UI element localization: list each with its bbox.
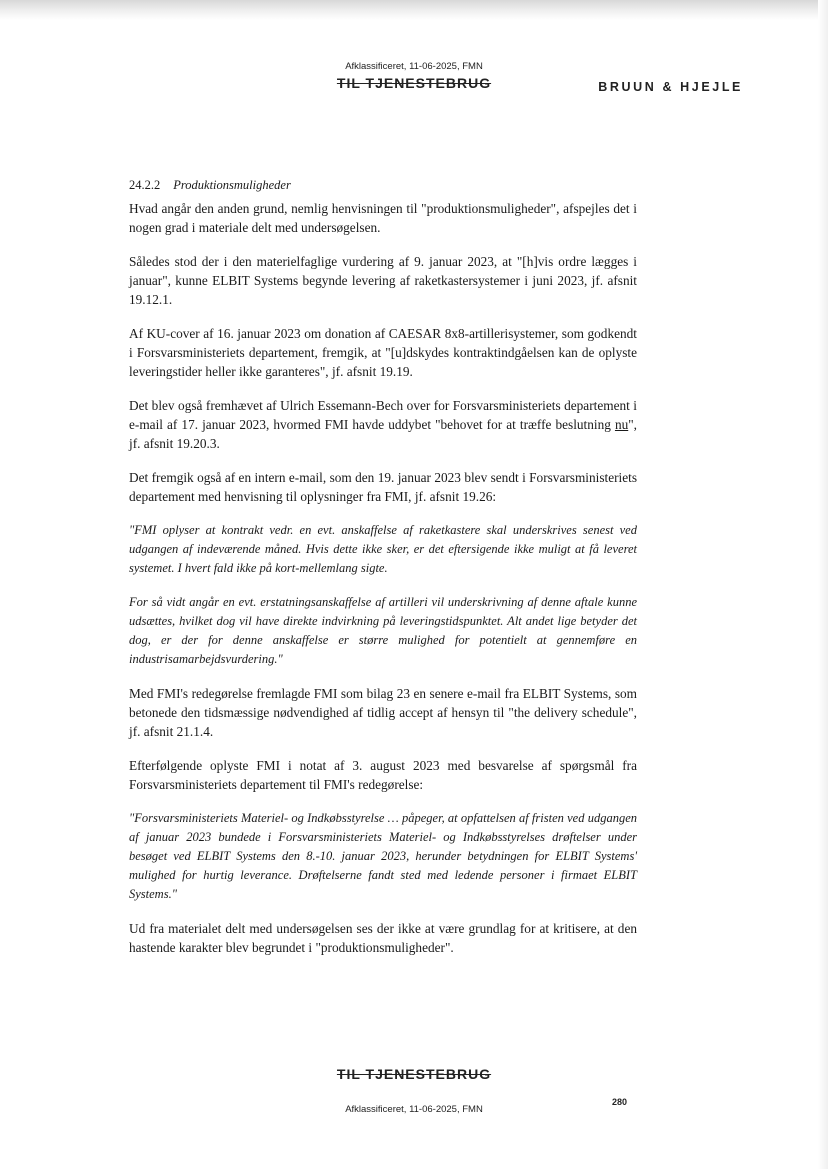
paragraph: Ud fra materialet delt med undersøgelsen ses der ikke at være grundlag for at kritisere, at den hastende karakter blev begrundet i "produktionsmuligheder". (129, 921, 637, 955)
underlined-word: nu (614, 417, 629, 432)
block-quote: "Forsvarsministeriets Materiel- og Indkøbsstyrelse … påpeger, at opfattelsen af fristen ved udgangen af januar 2023 bundede i Forsvarsministeriets Materiel- og Indkøbsstyrelses drøftelser under besøget ved ELBIT Systems den 8.-10. januar 2023, herunder betydningen for ELBIT Systems' mulighed for hurtig leverance. Drøftelserne fandt sted med ledende personer i firmaet ELBIT Systems." (129, 811, 637, 901)
document-body (129, 176, 637, 972)
paragraph: Det fremgik også af en intern e-mail, som den 19. januar 2023 blev sendt i Forsvarsministeriets departement med henvisning til oplysninger fra FMI, jf. afsnit 19.26: (129, 470, 637, 504)
section-number: 24.2.2 (129, 178, 161, 192)
paragraph: Hvad angår den anden grund, nemlig henvisningen til "produktionsmuligheder", afspejles det i nogen grad i materiale delt med undersøgelsen. (129, 201, 637, 235)
scan-top-edge (0, 0, 828, 20)
page-number: 280 (612, 1097, 628, 1107)
block-quote: "FMI oplyser at kontrakt vedr. en evt. anskaffelse af raketkastere skal underskrives senest ved udgangen af indeværende måned. Hvis dette ikke sker, er det eftersigende ikke muligt at få leveret systemet. I hvert fald ikke på kort-mellemlang sigte. (129, 523, 637, 575)
section-title: Produktionsmuligheder (173, 178, 291, 192)
paragraph (129, 396, 637, 453)
paragraph: Efterfølgende oplyste FMI i notat af 3. august 2023 med besvarelse af spørgsmål fra Forsvarsministeriets departement til FMI's redegørelse: (129, 758, 637, 792)
paragraph: Af KU-cover af 16. januar 2023 om donation af CAESAR 8x8-artillerisystemer, som godkendt i Forsvarsministeriets departement, fremgik, at "[u]dskydes kontraktindgåelsen kan de oplyste leveringstider heller ikke garanteres", jf. afsnit 19.19. (129, 326, 637, 379)
declassification-stamp-top: Afklassificeret, 11-06-2025, FMN (345, 61, 483, 72)
declassification-stamp-bottom: Afklassificeret, 11-06-2025, FMN (345, 1104, 483, 1115)
paragraph: Med FMI's redegørelse fremlagde FMI som bilag 23 en senere e-mail fra ELBIT Systems, som betonede den tidsmæssige nødvendighed af tidlig accept af hensyn til "the delivery schedule", jf. afsnit 21.1.4. (129, 686, 637, 739)
paragraph-text: Det blev også fremhævet af Ulrich Essemann-Bech over for Forsvarsministeriets departement i e-mail af 17. januar 2023, hvormed FMI havde uddybet "behovet for at træffe beslutning (129, 398, 637, 432)
classification-marking-top: TIL TJENESTEBRUG (336, 75, 492, 91)
section-heading (129, 176, 637, 195)
paragraph-text: ", jf. afsnit 19.20.3. (129, 417, 637, 451)
firm-logo: BRUUN & HJEJLE (598, 80, 743, 94)
classification-marking-bottom: TIL TJENESTEBRUG (336, 1066, 492, 1082)
scan-right-edge (818, 0, 828, 1169)
paragraph: Således stod der i den materielfaglige vurdering af 9. januar 2023, at "[h]vis ordre lægges i januar", kunne ELBIT Systems begynde levering af raketkastersystemer i juni 2023, jf. afsnit 19.12.1. (129, 254, 637, 307)
block-quote: For så vidt angår en evt. erstatningsanskaffelse af artilleri vil underskrivning af denne aftale kunne udsættes, hvilket dog vil have direkte indvirkning på leveringstidspunktet. Alt andet lige betyder det dog, er der for denne anskaffelse er større mulighed for potentielt at gennemføre en industrisamarbejdsvurdering." (129, 595, 637, 666)
